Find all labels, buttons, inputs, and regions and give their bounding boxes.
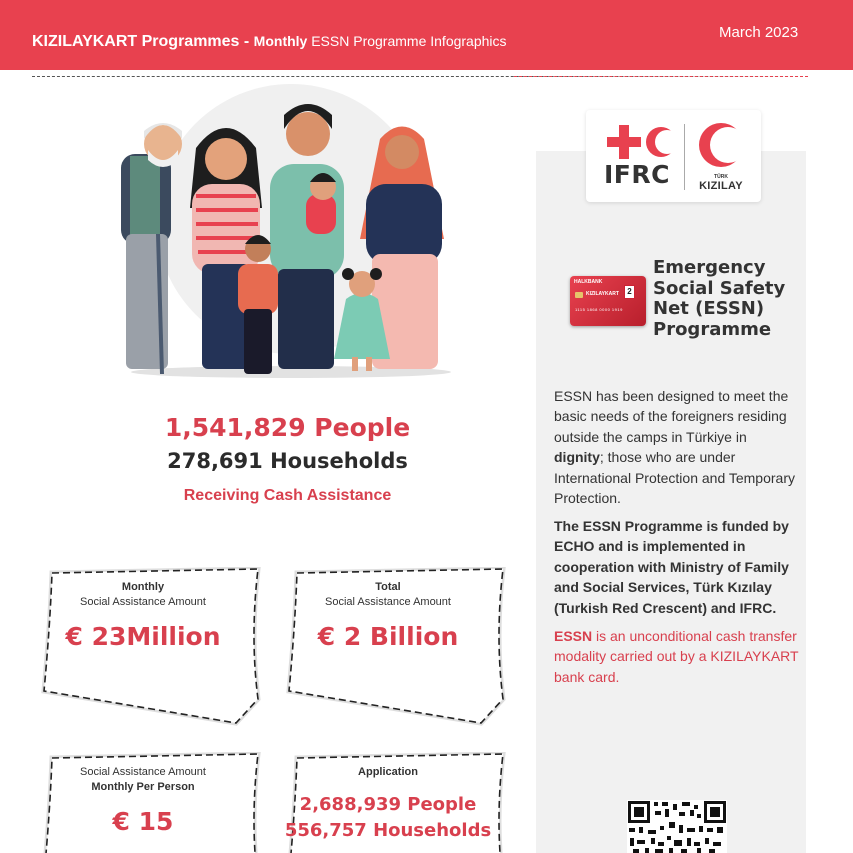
card-bank-name: HALKBANK xyxy=(574,279,603,285)
application-ticket xyxy=(283,752,513,853)
ticket-value: € 15 xyxy=(112,807,174,836)
ticket-value: € 2 Billion xyxy=(317,622,459,651)
application-households: 556,757 Households xyxy=(284,820,492,841)
card-brand: KIZILAYKART xyxy=(586,291,619,297)
ticket-subtitle: Social Assistance Amount xyxy=(80,596,206,608)
qr-code xyxy=(627,800,727,853)
red-crescent-icon xyxy=(693,122,749,172)
ifrc-logo-text: IFRC xyxy=(604,160,670,189)
title-monthly: Monthly xyxy=(253,33,308,49)
essn-description xyxy=(554,386,799,508)
essn-modality xyxy=(554,626,799,687)
header-bar xyxy=(0,0,853,70)
card-badge: 2 xyxy=(624,285,635,299)
dashed-divider-accent xyxy=(514,76,808,77)
essn-desc-dignity: dignity xyxy=(554,449,600,466)
essn-title: Emergency Social Safety Net (ESSN) Programme xyxy=(653,257,786,340)
ticket-value: € 23Million xyxy=(65,622,221,651)
kizilaykart-card xyxy=(570,276,646,326)
kizilay-label: KIZILAY xyxy=(699,180,743,192)
ticket-subtitle: Monthly Per Person xyxy=(91,781,195,793)
logo-separator xyxy=(684,124,685,190)
ticket-title: Monthly xyxy=(121,581,165,593)
people-count: 1,541,829 People xyxy=(164,413,411,442)
essn-modality-text: is an unconditional cash transfer modality carried out by a KIZILAYKART bank card. xyxy=(554,628,799,685)
ticket-subtitle: Social Assistance Amount xyxy=(325,596,451,608)
essn-funding: The ESSN Programme is funded by ECHO and is implemented in cooperation with Ministry of Family and Social Services, Türk Kızılay (Turkish Red Crescent) and IFRC. xyxy=(554,518,789,616)
report-date: March 2023 xyxy=(719,24,799,41)
brand-name: KIZILAYKART Programmes xyxy=(32,33,240,50)
partner-logos xyxy=(586,110,761,202)
card-chip-icon xyxy=(575,292,583,298)
turk-label: TÜRK xyxy=(714,174,728,180)
essn-modality-bold: ESSN xyxy=(554,628,593,644)
family-illustration xyxy=(118,84,463,384)
application-people: 2,688,939 People xyxy=(299,794,477,815)
monthly-amount-ticket xyxy=(38,567,268,722)
households-count: 278,691 Households xyxy=(167,449,408,473)
title-rest: ESSN Programme Infographics xyxy=(307,33,507,49)
ticket-title: Total xyxy=(375,581,401,593)
card-number: 1115 1868 0000 1919 xyxy=(575,307,623,312)
essn-desc-part: ; those who are under International Protection and Temporary Protection. xyxy=(554,449,795,507)
receiving-label: Receiving Cash Assistance xyxy=(183,487,392,504)
title-separator: - xyxy=(239,33,254,50)
per-person-ticket xyxy=(38,752,268,853)
ticket-title: Social Assistance Amount xyxy=(80,766,206,778)
ticket-title: Application xyxy=(358,766,418,778)
essn-desc-part: ESSN has been designed to meet the basic needs of the foreigners residing outside the camps in Türkiye in xyxy=(554,388,789,445)
total-amount-ticket xyxy=(283,567,513,722)
header-title xyxy=(32,33,507,51)
